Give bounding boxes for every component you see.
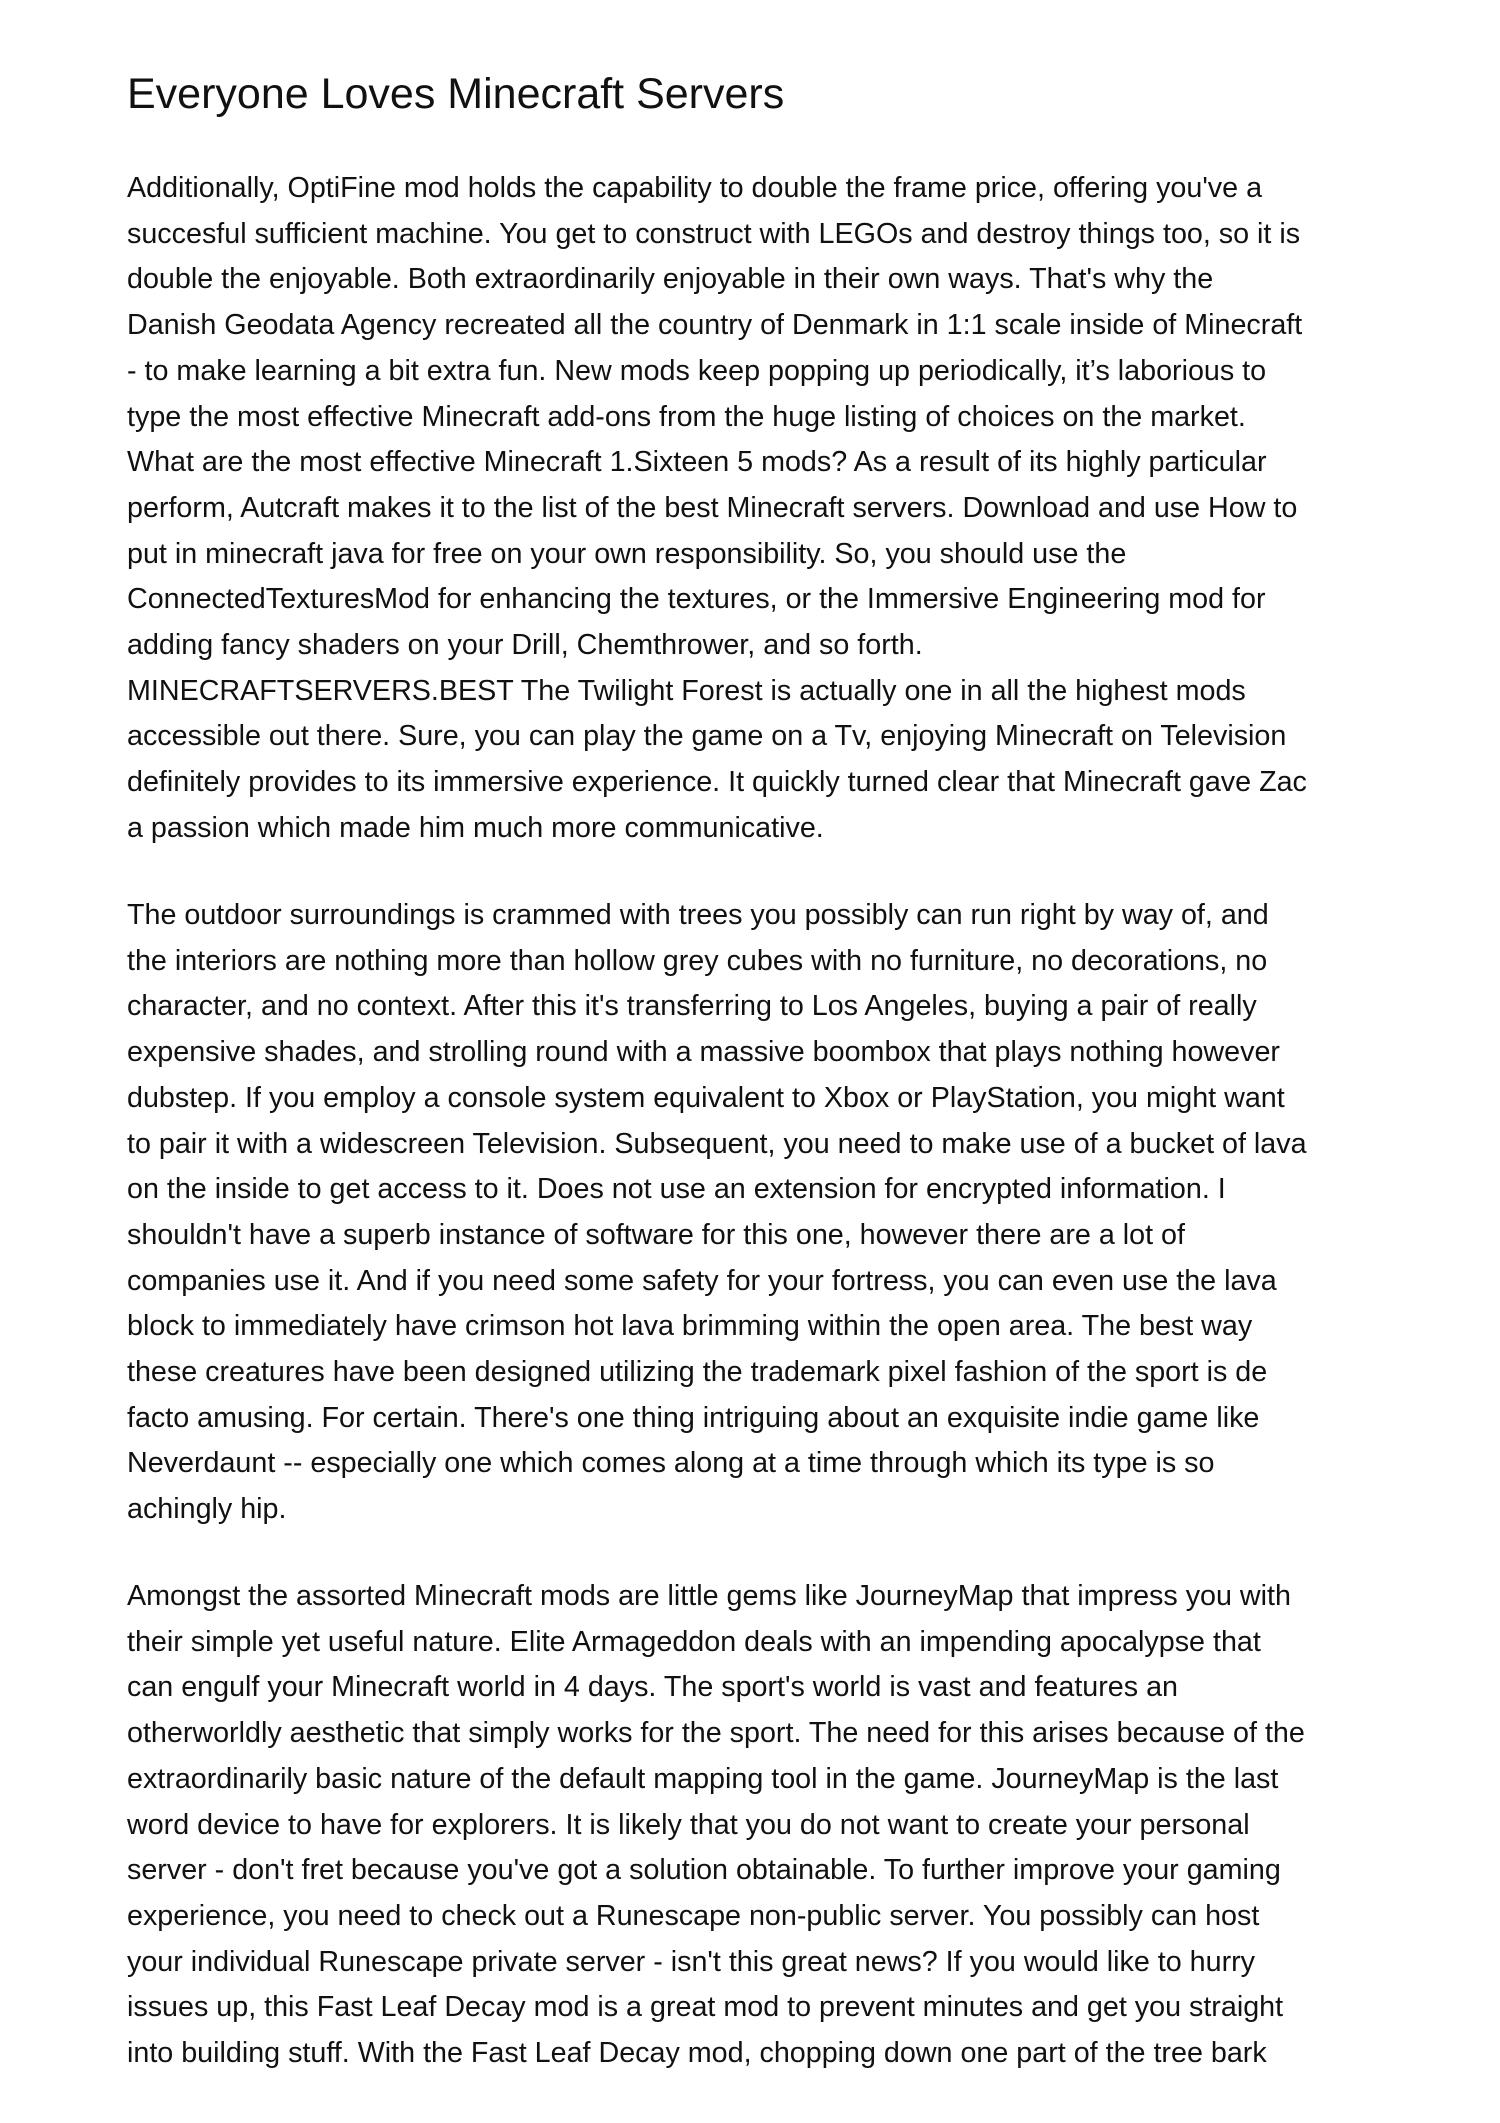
- paragraph-3: [127, 1574, 1392, 2077]
- paragraph-line: extraordinarily basic nature of the default mapping tool in the game. JourneyMap is the last: [127, 1762, 1279, 1795]
- paragraph-line: The outdoor surroundings is crammed with trees you possibly can run right by way of, and: [127, 899, 1269, 931]
- paragraph-line: succesful sufficient machine. You get to construct with LEGOs and destroy things too, so it is: [127, 217, 1301, 250]
- paragraph-line: can engulf your Minecraft world in 4 days. The sport's world is vast and features an: [127, 1671, 1178, 1704]
- paragraph-line: Amongst the assorted Minecraft mods are little gems like JourneyMap that impress you with: [127, 1580, 1291, 1612]
- paragraph-line: What are the most effective Minecraft 1.Sixteen 5 mods? As a result of its highly particular: [127, 446, 1267, 479]
- paragraph-line: adding fancy shaders on your Drill, Chemthrower, and so forth.: [127, 629, 923, 662]
- paragraph-line: put in minecraft java for free on your own responsibility. So, you should use the: [127, 537, 1127, 570]
- paragraph-line: MINECRAFTSERVERS.BEST The Twilight Forest is actually one in all the highest mods: [127, 674, 1246, 707]
- paragraph-line: dubstep. If you employ a console system equivalent to Xbox or PlayStation, you might want: [127, 1081, 1285, 1114]
- paragraph-line: word device to have for explorers. It is likely that you do not want to create your personal: [127, 1808, 1250, 1841]
- paragraph-line: - to make learning a bit extra fun. New mods keep popping up periodically, it’s laborious to: [127, 354, 1267, 387]
- paragraph-line: otherworldly aesthetic that simply works for the sport. The need for this arises because of the: [127, 1717, 1305, 1750]
- paragraph-line: facto amusing. For certain. There's one thing intriguing about an exquisite indie game like: [127, 1401, 1260, 1434]
- paragraph-1: [127, 166, 1392, 852]
- paragraph-line: their simple yet useful nature. Elite Armageddon deals with an impending apocalypse that: [127, 1625, 1261, 1658]
- paragraph-line: to pair it with a widescreen Television. Subsequent, you need to make use of a bucket of lava: [127, 1127, 1307, 1160]
- paragraph-line: the interiors are nothing more than hollow grey cubes with no furniture, no decorations, no: [127, 944, 1268, 977]
- paragraph-line: achingly hip.: [127, 1493, 287, 1526]
- paragraph-line: type the most effective Minecraft add-ons from the huge listing of choices on the market.: [127, 400, 1246, 433]
- paragraph-line: your individual Runescape private server - isn't this great news? If you would like to hurry: [127, 1945, 1256, 1978]
- paragraph-line: perform, Autcraft makes it to the list of the best Minecraft servers. Download and use How to: [127, 491, 1298, 524]
- paragraph-line: shouldn't have a superb instance of software for this one, however there are a lot of: [127, 1218, 1185, 1251]
- paragraph-line: Additionally, OptiFine mod holds the capability to double the frame price, offering you've a: [127, 172, 1263, 204]
- paragraph-line: on the inside to get access to it. Does not use an extension for encrypted information. I: [127, 1173, 1226, 1206]
- paragraph-line: issues up, this Fast Leaf Decay mod is a great mod to prevent minutes and get you straight: [127, 1991, 1284, 2024]
- paragraph-line: a passion which made him much more communicative.: [127, 811, 824, 844]
- paragraph-line: expensive shades, and strolling round with a massive boombox that plays nothing however: [127, 1036, 1280, 1069]
- paragraph-line: experience, you need to check out a Runescape non-public server. You possibly can host: [127, 1899, 1260, 1932]
- paragraph-line: double the enjoyable. Both extraordinarily enjoyable in their own ways. That's why the: [127, 263, 1214, 296]
- paragraph-line: character, and no context. After this it's transferring to Los Angeles, buying a pair of really: [127, 990, 1257, 1023]
- paragraph-line: Neverdaunt -- especially one which comes along at a time through which its type is so: [127, 1447, 1215, 1480]
- paragraph-line: server - don't fret because you've got a solution obtainable. To further improve your gaming: [127, 1854, 1281, 1887]
- paragraph-line: block to immediately have crimson hot lava brimming within the open area. The best way: [127, 1310, 1253, 1343]
- paragraph-line: definitely provides to its immersive experience. It quickly turned clear that Minecraft gave Zac: [127, 766, 1307, 799]
- paragraph-line: these creatures have been designed utilizing the trademark pixel fashion of the sport is de: [127, 1356, 1268, 1389]
- paragraph-line: into building stuff. With the Fast Leaf Decay mod, chopping down one part of the tree bark: [127, 2037, 1267, 2070]
- paragraph-line: ConnectedTexturesMod for enhancing the textures, or the Immersive Engineering mod for: [127, 583, 1266, 616]
- paragraph-line: accessible out there. Sure, you can play the game on a Tv, enjoying Minecraft on Television: [127, 720, 1287, 753]
- paragraph-line: companies use it. And if you need some safety for your fortress, you can even use the lava: [127, 1264, 1277, 1297]
- page-title: Everyone Loves Minecraft Servers: [127, 70, 785, 118]
- paragraph-line: Danish Geodata Agency recreated all the country of Denmark in 1:1 scale inside of Minecraft: [127, 309, 1303, 342]
- paragraph-2: [127, 893, 1392, 1533]
